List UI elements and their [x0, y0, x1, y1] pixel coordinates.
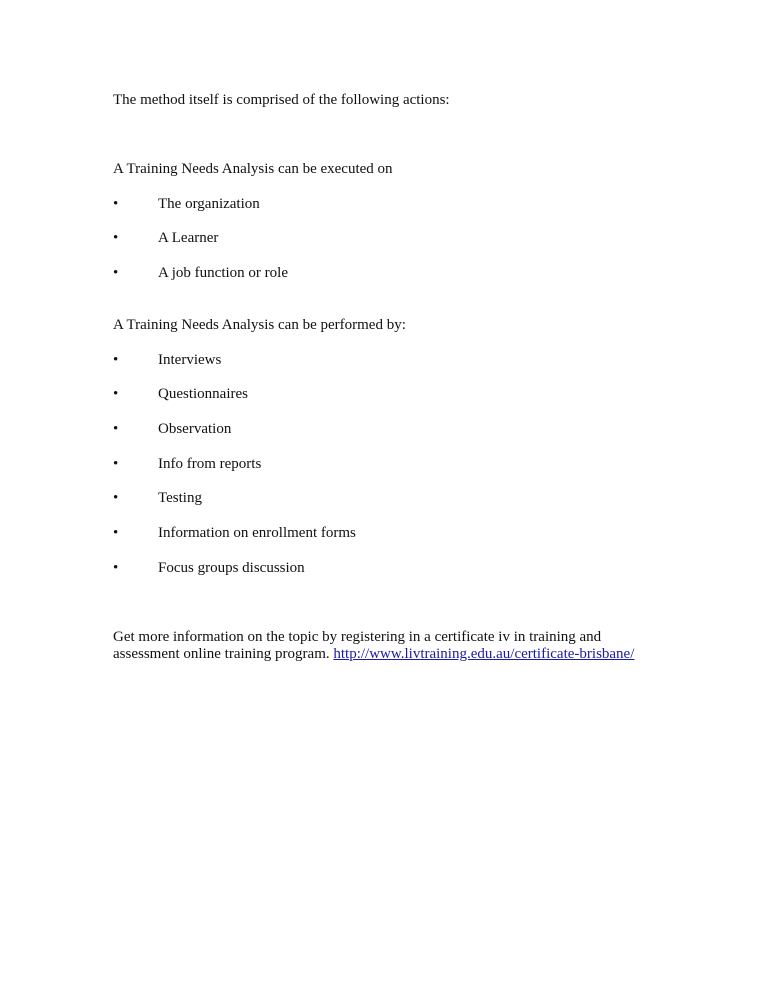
bullet-icon: • — [113, 525, 119, 541]
list-item: Info from reports — [158, 456, 262, 472]
bullet-icon: • — [113, 386, 119, 402]
certificate-link[interactable]: http://www.livtraining.edu.au/certificate-brisbane/ — [333, 646, 635, 662]
bullet-icon: • — [113, 421, 119, 437]
list-item: Focus groups discussion — [158, 560, 305, 576]
bullet-icon: • — [113, 352, 119, 368]
intro-text: The method itself is comprised of the following actions: — [113, 92, 450, 108]
footer-line-2 — [113, 645, 634, 663]
bullet-icon: • — [113, 560, 119, 576]
bullet-icon: • — [113, 265, 119, 281]
footer-line-1: Get more information on the topic by registering in a certificate iv in training and — [113, 629, 602, 645]
bullet-icon: • — [113, 230, 119, 246]
list-item: Testing — [158, 490, 202, 506]
bullet-icon: • — [113, 490, 119, 506]
list-item: A job function or role — [158, 265, 288, 281]
section1-heading: A Training Needs Analysis can be executed on — [113, 161, 393, 177]
list-item: The organization — [158, 196, 260, 212]
list-item: Observation — [158, 421, 232, 437]
list-item: Questionnaires — [158, 386, 248, 402]
list-item: A Learner — [158, 230, 219, 246]
list-item: Information on enrollment forms — [158, 525, 356, 541]
bullet-icon: • — [113, 196, 119, 212]
bullet-icon: • — [113, 456, 119, 472]
footer-text: assessment online training program. — [113, 646, 330, 662]
section2-heading: A Training Needs Analysis can be performed by: — [113, 317, 406, 333]
list-item: Interviews — [158, 352, 222, 368]
